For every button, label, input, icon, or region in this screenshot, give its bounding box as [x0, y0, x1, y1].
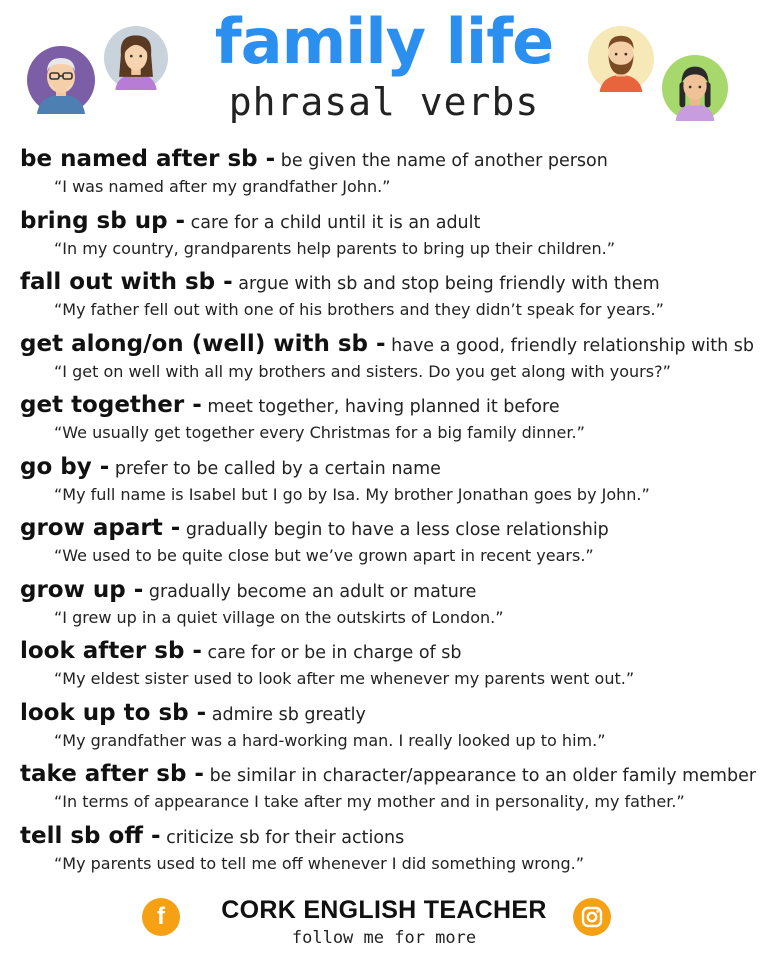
bearded-man-avatar-icon: [588, 26, 654, 92]
phrasal-verb: grow apart -: [20, 515, 181, 541]
phrasal-verb: tell sb off -: [20, 822, 161, 849]
list-item: [20, 759, 760, 821]
example-sentence: “My eldest sister used to look after me whenever my parents went out.”: [54, 669, 635, 688]
list-item: [20, 452, 760, 514]
definition: gradually begin to have a less close relationship: [185, 520, 609, 540]
definition: criticize sb for their actions: [166, 827, 405, 848]
definition: care for a child until it is an adult: [190, 212, 481, 233]
definition: be given the name of another person: [280, 151, 608, 171]
example-sentence: “In my country, grandparents help parents to bring up their children.”: [54, 238, 616, 258]
phrasal-verb: bring sb up -: [20, 207, 186, 234]
definition: care for or be in charge of sb: [207, 643, 462, 663]
example-sentence: “My father fell out with one of his brothers and they didn’t speak for years.”: [54, 300, 664, 319]
phrasal-verb: be named after sb -: [20, 146, 276, 172]
list-item: [20, 267, 760, 329]
example-sentence: “We usually get together every Christmas for a big family dinner.”: [54, 423, 585, 442]
list-item: [20, 329, 760, 391]
definition: be similar in character/appearance to an older family member: [209, 766, 757, 786]
phrasal-verb: grow up -: [20, 576, 144, 603]
follow-tagline: follow me for more: [291, 928, 477, 948]
definition: have a good, friendly relationship with sb: [391, 335, 754, 356]
phrasal-verb: get along/on (well) with sb -: [20, 330, 386, 357]
phrasal-verb: fall out with sb -: [20, 269, 233, 295]
girl-avatar-icon: [662, 55, 728, 121]
example-sentence: “We used to be quite close but we’ve grown apart in recent years.”: [54, 546, 594, 565]
list-item: [20, 698, 760, 760]
example-sentence: “My parents used to tell me off whenever I did something wrong.”: [54, 853, 584, 873]
list-item: [20, 390, 760, 452]
facebook-icon: f: [157, 903, 165, 930]
phrasal-verb: look up to sb -: [20, 699, 207, 726]
brand-name: CORK ENGLISH TEACHER: [221, 896, 547, 924]
list-item: [20, 636, 760, 698]
phrasal-verb: take after sb -: [20, 761, 204, 787]
definition: argue with sb and stop being friendly with them: [238, 274, 660, 294]
phrasal-verb: get together -: [20, 392, 202, 418]
example-sentence: “I grew up in a quiet village on the outskirts of London.”: [54, 607, 504, 627]
phrasal-verb: look after sb -: [20, 638, 202, 664]
instagram-icon: [573, 898, 611, 936]
list-item: [20, 513, 760, 575]
phrasal-verb-list: [20, 144, 760, 882]
definition: admire sb greatly: [211, 704, 366, 725]
page-title: family life: [214, 5, 554, 78]
list-item: [20, 821, 760, 883]
instagram-link[interactable]: [573, 898, 611, 936]
example-sentence: “My full name is Isabel but I go by Isa. My brother Jonathan goes by John.”: [54, 484, 650, 504]
list-item: [20, 144, 760, 206]
header: [0, 0, 768, 140]
example-sentence: “My grandfather was a hard-working man. I really looked up to him.”: [54, 730, 606, 750]
definition: prefer to be called by a certain name: [114, 458, 441, 479]
example-sentence: “I was named after my grandfather John.”: [54, 177, 391, 196]
example-sentence: “In terms of appearance I take after my mother and in personality, my father.”: [54, 792, 685, 811]
footer: [0, 892, 768, 960]
list-item: [20, 575, 760, 637]
list-item: [20, 206, 760, 268]
page-subtitle: phrasal verbs: [228, 80, 540, 124]
definition: meet together, having planned it before: [207, 397, 560, 417]
example-sentence: “I get on well with all my brothers and sisters. Do you get along with yours?”: [54, 361, 671, 381]
definition: gradually become an adult or mature: [148, 581, 477, 602]
phrasal-verb: go by -: [20, 453, 110, 480]
